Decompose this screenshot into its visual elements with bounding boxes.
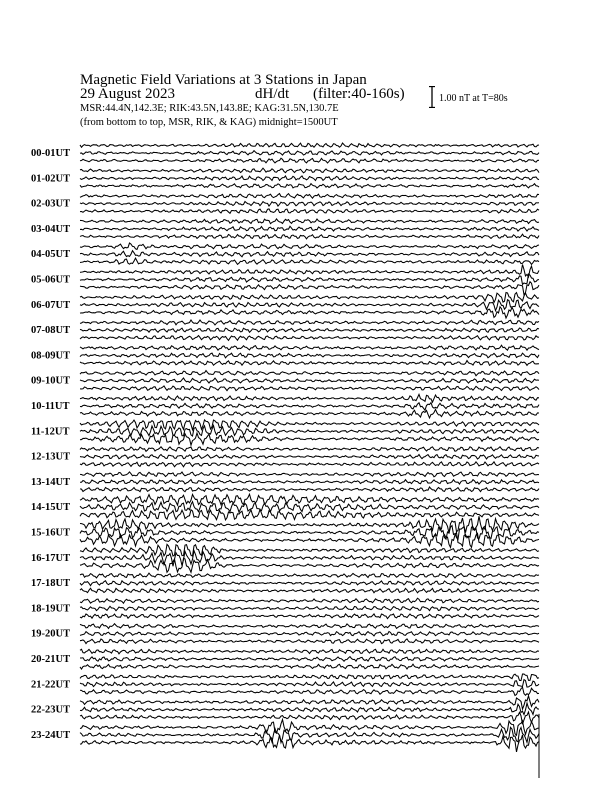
hour-label: 12-13UT [31,451,71,463]
hour-label: 14-15UT [31,502,71,514]
trace-kag-23-24ut [80,719,539,735]
trace-rik-05-06ut [80,274,539,284]
hour-label: 17-18UT [31,578,71,590]
trace-rik-08-09ut [80,353,539,358]
quantity-label: dH/dt [255,86,290,102]
trace-rik-22-23ut [80,703,539,714]
trace-kag-19-20ut [80,624,539,629]
trace-rik-12-13ut [80,454,539,458]
hour-label: 11-12UT [31,426,70,438]
trace-rik-06-07ut [80,300,539,311]
trace-kag-05-06ut [80,265,539,277]
trace-msr-09-10ut [80,386,539,391]
hour-label: 01-02UT [31,173,71,185]
trace-msr-07-08ut [80,336,539,341]
hour-label: 06-07UT [31,299,71,311]
trace-rik-10-11ut [80,403,539,411]
stations-line: MSR:44.4N,142.3E; RIK:43.5N,143.8E; KAG:31.5N,130.7E [80,103,339,114]
trace-msr-04-05ut [80,258,539,264]
trace-msr-16-17ut [80,558,539,572]
hour-label: 07-08UT [31,325,71,337]
hour-label: 15-16UT [31,527,71,539]
trace-msr-08-09ut [80,361,539,366]
hour-label: 00-01UT [31,148,71,159]
trace-kag-17-18ut [80,573,539,578]
trace-msr-01-02ut [80,184,539,188]
trace-kag-04-05ut [80,243,539,249]
trace-kag-22-23ut [80,696,539,709]
trace-kag-07-08ut [80,320,539,325]
trace-msr-19-20ut [80,639,539,644]
trace-kag-02-03ut [80,194,539,199]
hour-label: 23-24UT [31,729,71,741]
chart-title: Magnetic Field Variations at 3 Stations in Japan [80,72,367,88]
hour-label: 08-09UT [31,350,71,362]
trace-rik-03-04ut [80,226,539,231]
trace-rik-21-22ut [80,680,539,687]
trace-msr-17-18ut [80,588,539,592]
filter-label: (filter:40-160s) [313,86,405,102]
trace-kag-06-07ut [80,293,539,303]
trace-rik-02-03ut [80,202,539,207]
trace-rik-13-14ut [80,480,539,484]
trace-rik-00-01ut [80,151,539,155]
trace-kag-10-11ut [80,394,539,402]
trace-kag-13-14ut [80,472,539,477]
trace-msr-22-23ut [80,712,539,724]
trace-rik-19-20ut [80,631,539,636]
trace-rik-17-18ut [80,581,539,586]
trace-kag-09-10ut [80,371,539,376]
trace-msr-06-07ut [80,307,539,318]
trace-rik-15-16ut [80,526,539,540]
hour-label: 16-17UT [31,552,71,564]
trace-msr-21-22ut [80,687,539,695]
order-note: (from bottom to top, MSR, RIK, & KAG) midnight=1500UT [80,117,338,128]
hour-label: 09-10UT [31,375,71,387]
trace-rik-01-02ut [80,176,539,181]
trace-kag-21-22ut [80,674,539,681]
trace-kag-12-13ut [80,447,539,452]
hour-label: 22-23UT [31,704,71,716]
hour-label: 18-19UT [31,603,71,615]
hour-label: 19-20UT [31,628,71,640]
trace-rik-14-15ut [80,502,539,513]
trace-msr-10-11ut [80,409,539,418]
hour-label: 04-05UT [31,249,71,261]
hour-label: 03-04UT [31,223,71,235]
trace-msr-18-19ut [80,614,539,619]
trace-kag-08-09ut [80,345,539,350]
trace-kag-11-12ut [80,420,539,430]
trace-rik-07-08ut [80,328,539,332]
trace-kag-00-01ut [80,143,539,147]
trace-kag-03-04ut [80,219,539,224]
trace-kag-14-15ut [80,494,539,505]
hour-label: 10-11UT [31,401,70,412]
trace-msr-05-06ut [80,282,539,295]
trace-kag-20-21ut [80,649,539,653]
trace-kag-01-02ut [80,168,539,173]
scale-label: 1.00 nT at T=80s [439,93,508,104]
trace-msr-13-14ut [80,487,539,492]
hour-label: 02-03UT [31,198,71,210]
trace-msr-03-04ut [80,234,539,239]
hour-label: 05-06UT [31,274,71,286]
trace-rik-09-10ut [80,378,539,383]
trace-rik-04-05ut [80,251,539,257]
hour-label: 20-21UT [31,654,71,665]
trace-rik-11-12ut [80,426,539,436]
trace-msr-14-15ut [80,510,539,520]
date-label: 29 August 2023 [80,86,176,102]
trace-msr-20-21ut [80,664,539,669]
hour-label: 13-14UT [31,476,71,488]
trace-msr-02-03ut [80,209,539,213]
trace-kag-18-19ut [80,598,539,603]
hour-label: 21-22UT [31,679,71,691]
trace-rik-23-24ut [80,727,539,742]
trace-msr-00-01ut [80,158,539,163]
trace-rik-20-21ut [80,657,539,662]
trace-rik-18-19ut [80,606,539,610]
trace-msr-12-13ut [80,462,539,467]
